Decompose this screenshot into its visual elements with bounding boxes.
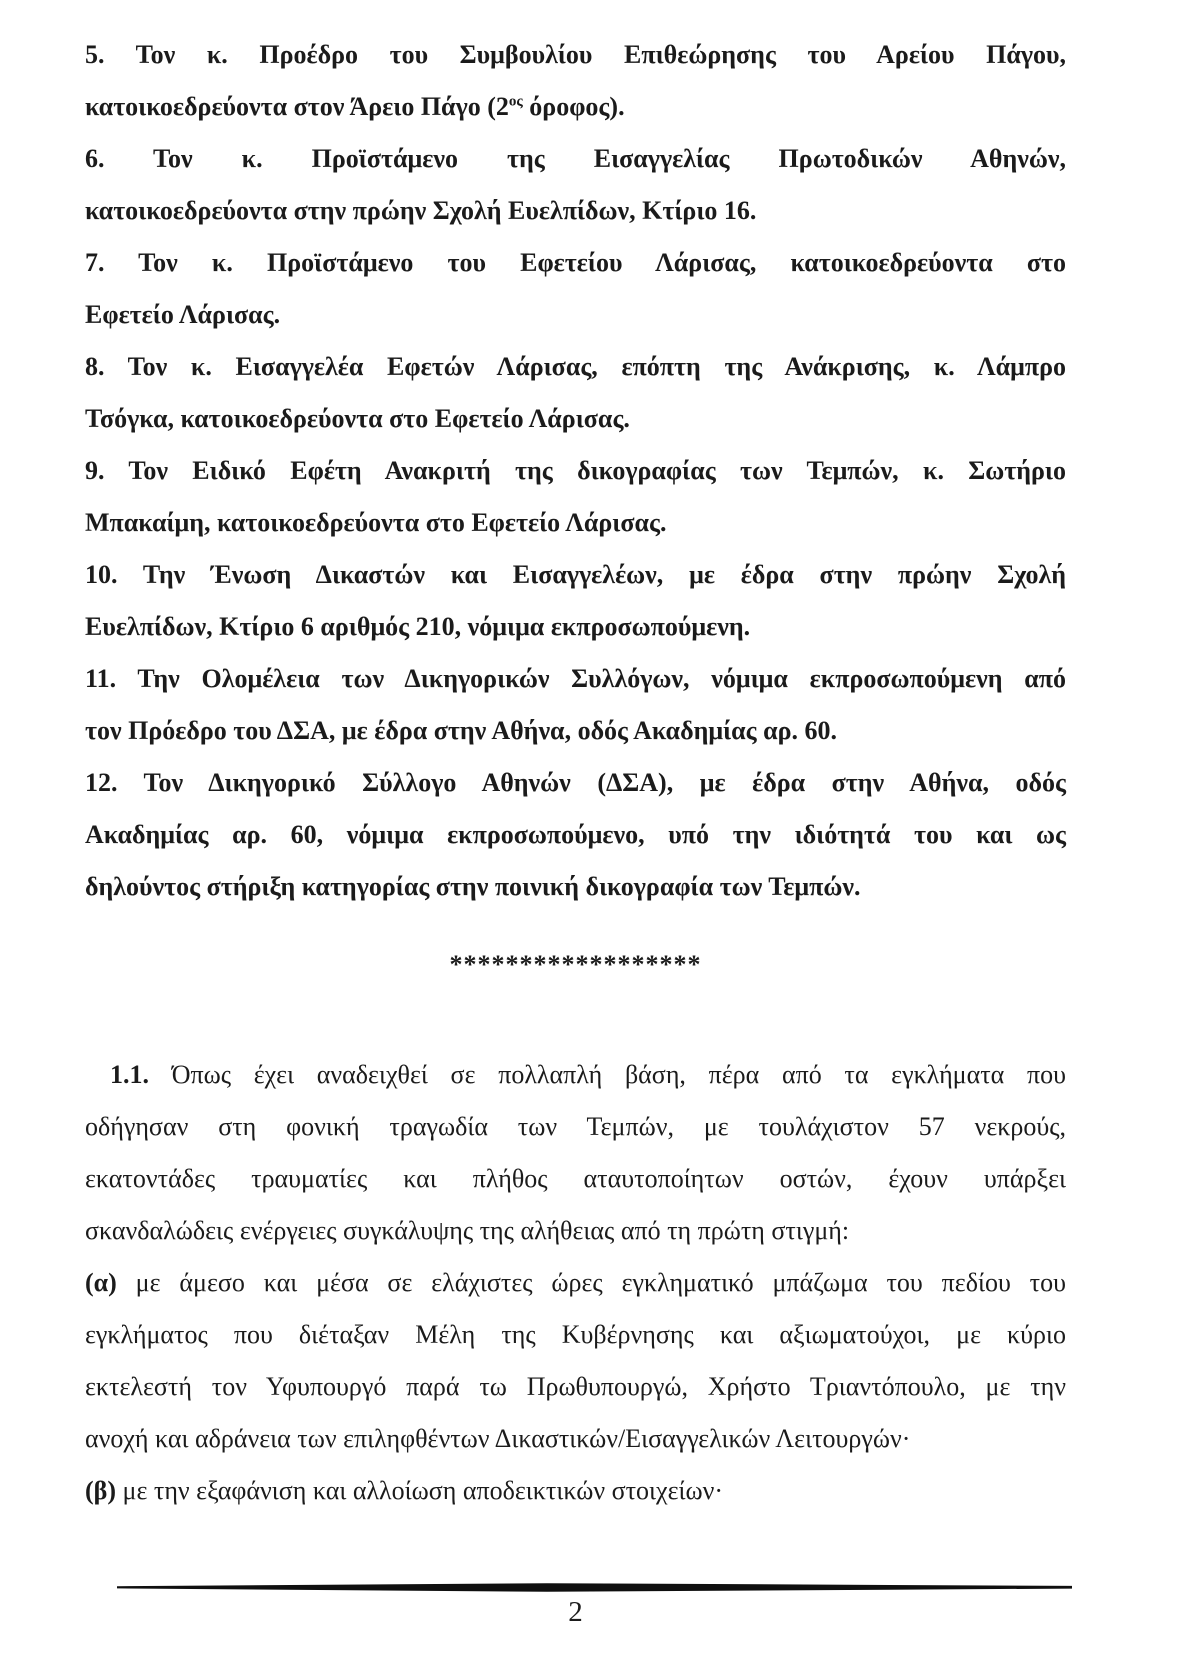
text-line bbox=[85, 1465, 1066, 1517]
text-line: οδήγησαν στη φονική τραγωδία των Τεμπών, με τουλάχιστον 57 νεκρούς, bbox=[85, 1112, 1066, 1141]
recipient-item-9 bbox=[85, 445, 1066, 549]
paragraph-point-b bbox=[85, 1465, 1066, 1517]
text-line: 10. Την Ένωση Δικαστών και Εισαγγελέων, με έδρα στην πρώην Σχολή bbox=[85, 560, 1066, 589]
text-line: ανοχή και αδράνεια των επιληφθέντων Δικαστικών/Εισαγγελικών Λειτουργών· bbox=[85, 1424, 911, 1453]
text-segment: κατοικοεδρεύοντα στον Άρειο Πάγο (2 bbox=[85, 92, 509, 121]
text-line: σκανδαλώδεις ενέργειες συγκάλυψης της αλήθειας από τη πρώτη στιγμή: bbox=[85, 1216, 850, 1245]
paragraph-label: (α) bbox=[85, 1268, 117, 1297]
text-line: 12. Τον Δικηγορικό Σύλλογο Αθηνών (ΔΣΑ), με έδρα στην Αθήνα, οδός bbox=[85, 768, 1066, 797]
recipient-item-10 bbox=[85, 549, 1066, 653]
text-segment: Όπως έχει αναδειχθεί σε πολλαπλή βάση, πέρα από τα εγκλήματα που bbox=[149, 1060, 1066, 1089]
text-line: κατοικοεδρεύοντα στην πρώην Σχολή Ευελπίδων, Κτίριο 16. bbox=[85, 196, 757, 225]
paragraph-point-a bbox=[85, 1257, 1066, 1465]
text-line bbox=[85, 81, 1066, 133]
recipients-list bbox=[85, 29, 1066, 913]
text-line: Ευελπίδων, Κτίριο 6 αριθμός 210, νόμιμα εκπροσωπούμενη. bbox=[85, 612, 751, 641]
document-content bbox=[85, 29, 1066, 1517]
text-line: Τσόγκα, κατοικοεδρεύοντα στο Εφετείο Λάρισας. bbox=[85, 404, 630, 433]
text-segment: με άμεσο και μέσα σε ελάχιστες ώρες εγκληματικό μπάζωμα του πεδίου του bbox=[116, 1268, 1066, 1297]
asterisk-separator: ****************** bbox=[449, 950, 702, 979]
footer-rule bbox=[117, 1582, 1072, 1593]
text-line: εκατοντάδες τραυματίες και πλήθος αταυτοποίητων οστών, έχουν υπάρξει bbox=[85, 1164, 1066, 1193]
recipient-item-12 bbox=[85, 757, 1066, 913]
text-line: 9. Τον Ειδικό Εφέτη Ανακριτή της δικογραφίας των Τεμπών, κ. Σωτήριο bbox=[85, 456, 1066, 485]
text-line: 6. Τον κ. Προϊστάμενο της Εισαγγελίας Πρωτοδικών Αθηνών, bbox=[85, 144, 1066, 173]
text-line: Μπακαίμη, κατοικοεδρεύοντα στο Εφετείο Λάρισας. bbox=[85, 508, 667, 537]
text-segment: με την εξαφάνιση και αλλοίωση αποδεικτικών στοιχείων· bbox=[116, 1476, 724, 1505]
recipient-item-11 bbox=[85, 653, 1066, 757]
text-line: εγκλήματος που διέταξαν Μέλη της Κυβέρνησης και αξιωματούχοι, με κύριο bbox=[85, 1320, 1066, 1349]
paragraph-label: (β) bbox=[85, 1476, 117, 1505]
text-line: 7. Τον κ. Προϊστάμενο του Εφετείου Λάρισας, κατοικοεδρεύοντα στο bbox=[85, 248, 1066, 277]
recipient-item-6 bbox=[85, 133, 1066, 237]
text-line: Ακαδημίας αρ. 60, νόμιμα εκπροσωπούμενο, υπό την ιδιότητά του και ως bbox=[85, 820, 1066, 849]
recipient-item-5 bbox=[85, 29, 1066, 133]
text-line: τον Πρόεδρο του ΔΣΑ, με έδρα στην Αθήνα, οδός Ακαδημίας αρ. 60. bbox=[85, 716, 838, 745]
ordinal-superscript: ος bbox=[508, 93, 523, 110]
paragraph-label: 1.1. bbox=[110, 1060, 149, 1089]
recipient-item-7 bbox=[85, 237, 1066, 341]
text-line bbox=[85, 1257, 1066, 1309]
page-number: 2 bbox=[568, 1596, 583, 1628]
text-line: εκτελεστή τον Υφυπουργό παρά τω Πρωθυπουργώ, Χρήστο Τριαντόπουλο, με την bbox=[85, 1372, 1066, 1401]
body-text bbox=[85, 1049, 1066, 1517]
recipient-item-8 bbox=[85, 341, 1066, 445]
text-line bbox=[85, 1049, 1066, 1101]
text-line: 8. Τον κ. Εισαγγελέα Εφετών Λάρισας, επόπτη της Ανάκρισης, κ. Λάμπρο bbox=[85, 352, 1066, 381]
text-line: 11. Την Ολομέλεια των Δικηγορικών Συλλόγων, νόμιμα εκπροσωπούμενη από bbox=[85, 664, 1066, 693]
text-line: Εφετείο Λάρισας. bbox=[85, 300, 281, 329]
text-line: δηλούντος στήριξη κατηγορίας στην ποινική δικογραφία των Τεμπών. bbox=[85, 872, 861, 901]
text-line: 5. Τον κ. Προέδρο του Συμβουλίου Επιθεώρησης του Αρείου Πάγου, bbox=[85, 40, 1066, 69]
paragraph-1-1 bbox=[85, 1049, 1066, 1257]
text-segment: όροφος). bbox=[522, 92, 625, 121]
